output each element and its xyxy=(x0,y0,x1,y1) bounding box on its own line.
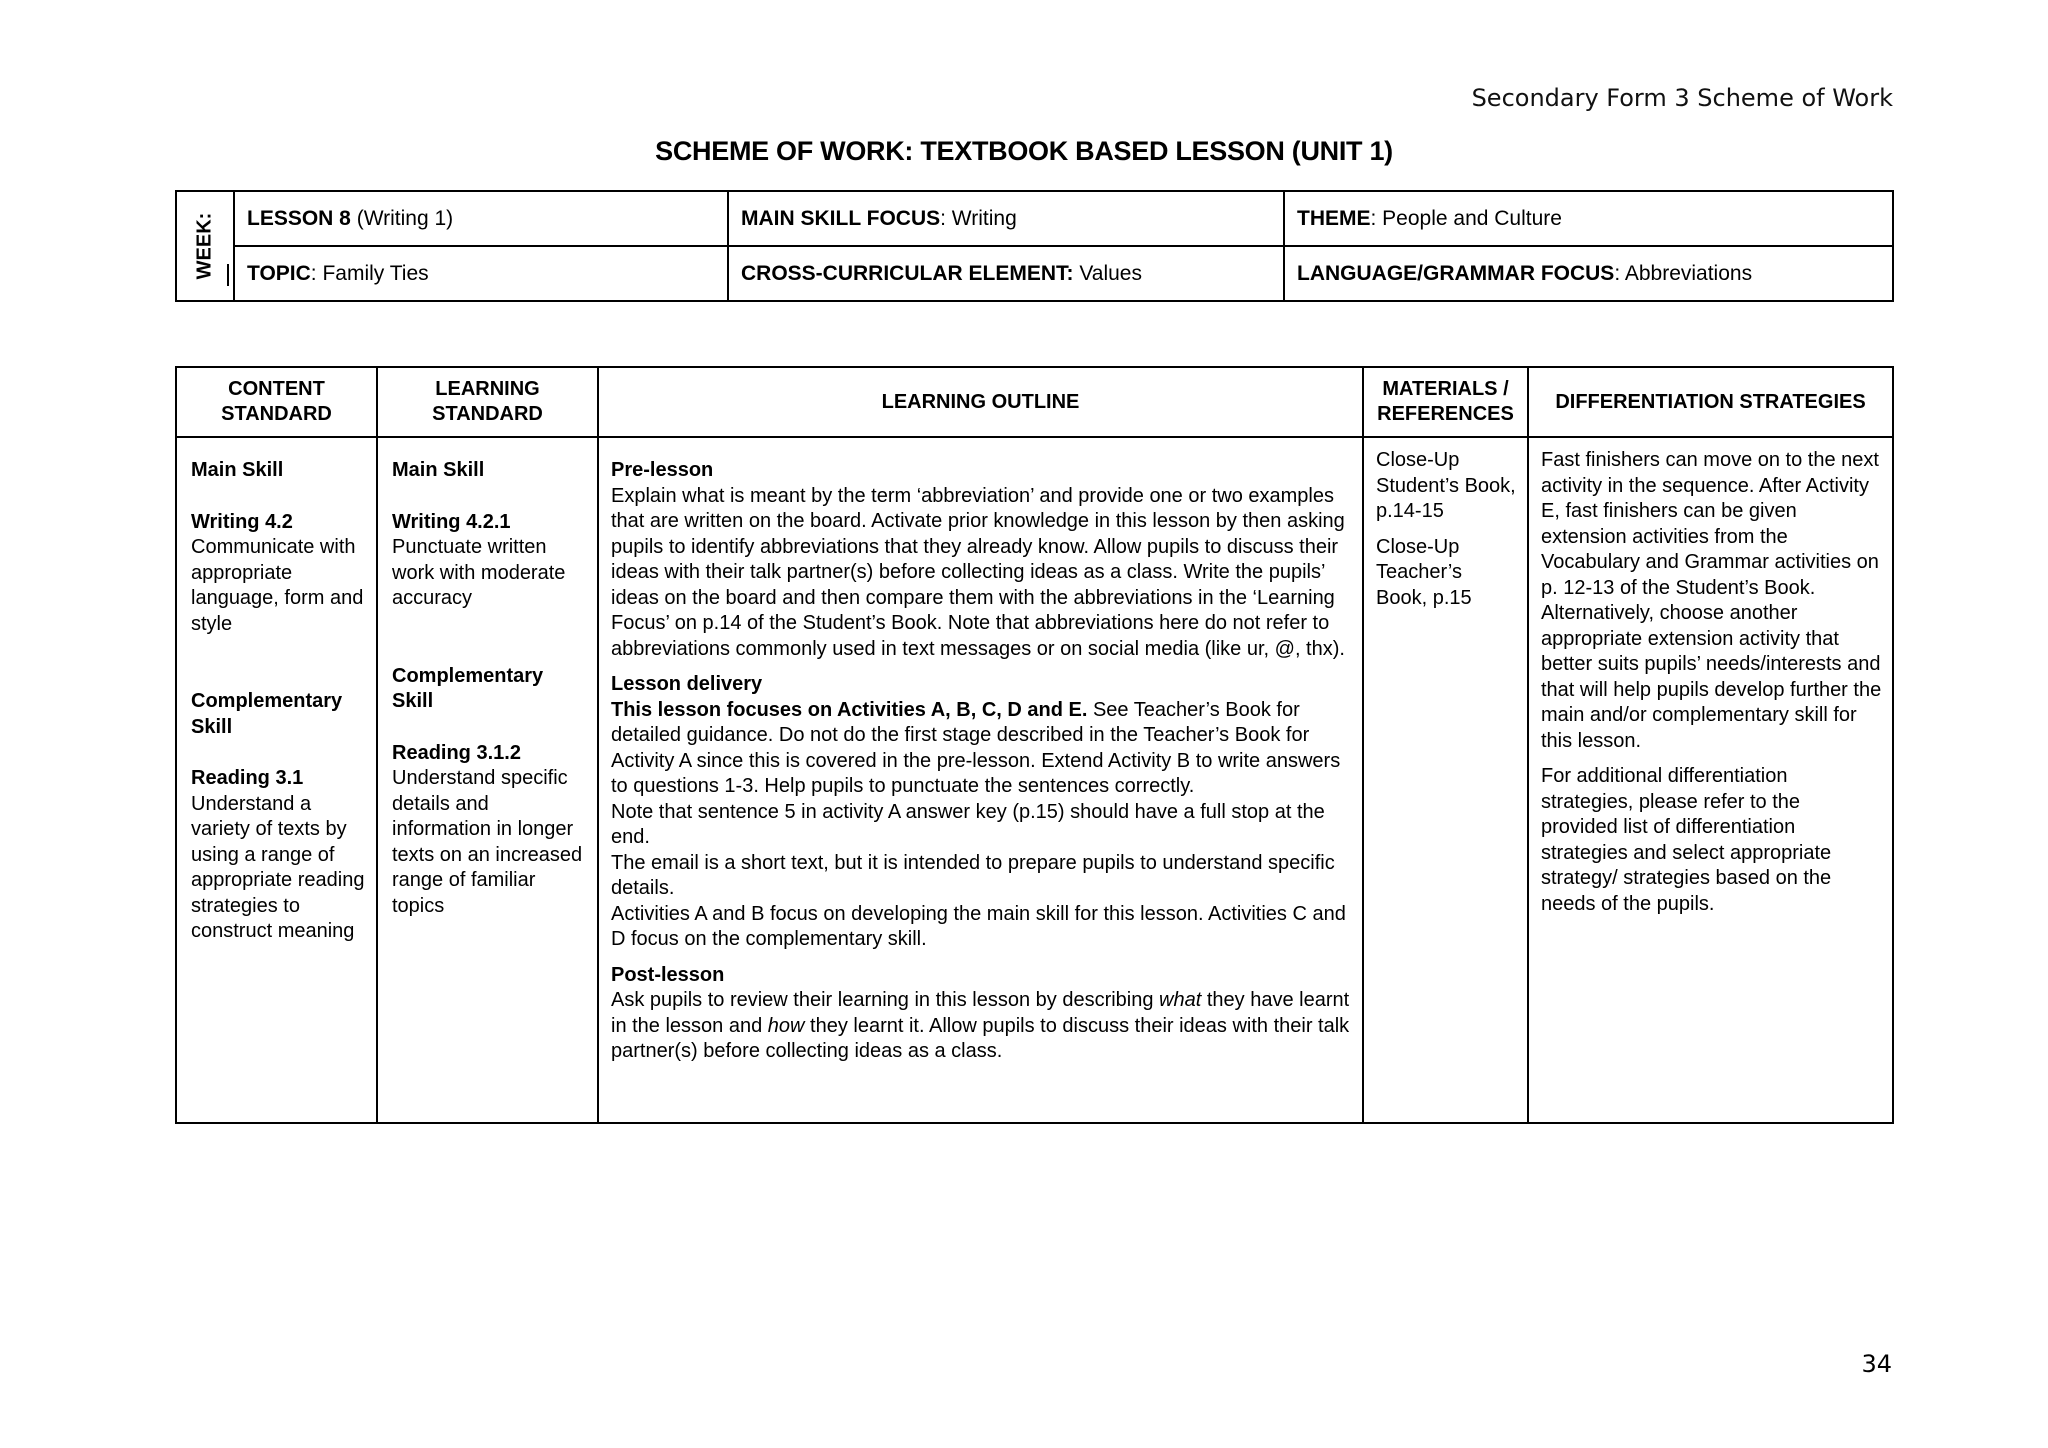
pre-lesson-text: Explain what is meant by the term ‘abbreviation’ and provide one or two examples that are written on the board. Activate prior knowledge in this lesson by then asking pupils to identify abbreviations that they already know. Allow pupils to discuss their ideas with their talk partner(s) before collecting ideas as a class. Write the pupils’ ideas on the board and then compare them with the abbreviations in the ‘Learning Focus’ on p.14 of the Student’s Book. Note that abbreviations here do not refer to abbreviations commonly used in text messages or on social media (like ur, @, thx). xyxy=(611,484,1345,660)
theme-label: THEME xyxy=(1297,206,1371,230)
learning-standard-cell xyxy=(377,437,598,1123)
header-learning-standard: LEARNING STANDARD xyxy=(377,367,598,437)
lesson-cell xyxy=(234,191,728,246)
topic-cell xyxy=(234,246,728,301)
content-complementary-heading: Complementary Skill xyxy=(191,690,343,738)
header-content-standard: CONTENT STANDARD xyxy=(176,367,377,437)
main-skill-value: : Writing xyxy=(940,206,1017,230)
content-main-skill-heading: Main Skill xyxy=(191,459,284,481)
cross-curricular-value: Values xyxy=(1073,261,1142,285)
differentiation-text-1: Fast finishers can move on to the next activity in the sequence. After Activity E, fast finishers can be given extension activities from the Vocabulary and Grammar activities on p. 12-13 of the Student’s Book. Alternatively, choose another appropriate extension activity that better suits pupils’ needs/interests and that will help pupils develop further the main and/or complementary skill for this lesson. xyxy=(1541,449,1882,752)
theme-cell xyxy=(1284,191,1893,246)
learning-outline-cell xyxy=(598,437,1363,1123)
header-learning-outline: LEARNING OUTLINE xyxy=(598,367,1363,437)
topic-value: : Family Ties xyxy=(310,261,429,285)
post-lesson-text-part: they learnt it. Allow pupils to discuss their ideas with their talk partner(s) before collecting ideas as a class. xyxy=(611,1014,1350,1062)
post-lesson-text xyxy=(611,988,1350,1065)
learning-reading-text: Understand specific details and information in longer texts on an increased range of familiar topics xyxy=(392,767,583,917)
grammar-focus-label: LANGUAGE/GRAMMAR FOCUS xyxy=(1297,261,1615,285)
lesson-value: (Writing 1) xyxy=(350,206,454,230)
content-writing-code: Writing 4.2 xyxy=(191,510,293,533)
learning-reading-code: Reading 3.1.2 xyxy=(392,741,521,764)
cross-curricular-label: CROSS-CURRICULAR ELEMENT: xyxy=(741,261,1074,285)
week-divider xyxy=(227,264,229,286)
content-reading-code: Reading 3.1 xyxy=(191,767,304,789)
header-materials: MATERIALS / REFERENCES xyxy=(1363,367,1528,437)
learning-main-skill-heading: Main Skill xyxy=(392,459,485,481)
content-writing-text: Communicate with appropriate language, form and style xyxy=(191,536,364,635)
lesson-delivery-note-3: Activities A and B focus on developing the main skill for this lesson. Activities C and D focus on the complementary skill. xyxy=(611,902,1346,950)
material-reference-2: Close-Up Teacher’s Book, p.15 xyxy=(1376,535,1472,609)
post-lesson-heading: Post-lesson xyxy=(611,963,725,986)
table-header-row xyxy=(176,367,1893,437)
lesson-label: LESSON 8 xyxy=(247,206,351,230)
cross-curricular-cell xyxy=(728,246,1284,301)
post-lesson-text-part: they have learnt in the lesson and xyxy=(611,989,1350,1037)
material-reference-1: Close-Up Student’s Book, p.14-15 xyxy=(1376,449,1516,522)
lesson-delivery-detail: See Teacher’s Book for detailed guidance. Do not do the first stage described in the Teacher’s Book for Activity A since this is covered in the pre-lesson. Extend Activity B to write answers to questions 1-3. Help pupils to punctuate the sentences correctly. xyxy=(611,698,1341,797)
grammar-focus-cell xyxy=(1284,246,1893,301)
learning-writing-text: Punctuate written work with moderate accuracy xyxy=(392,536,566,609)
table-row xyxy=(176,437,1893,1123)
content-standard-cell xyxy=(176,437,377,1123)
lesson-delivery-focus: This lesson focuses on Activities A, B, C, D and E. xyxy=(611,698,1088,721)
lesson-delivery-heading: Lesson delivery xyxy=(611,673,763,695)
week-cell xyxy=(176,191,234,301)
page-number: 34 xyxy=(1861,1350,1892,1378)
lesson-delivery-note-1: Note that sentence 5 in activity A answer key (p.15) should have a full stop at the end. xyxy=(611,800,1325,848)
content-reading-text: Understand a variety of texts by using a range of appropriate reading strategies to construct meaning xyxy=(191,792,365,942)
main-skill-cell xyxy=(728,191,1284,246)
week-label: WEEK: xyxy=(193,212,216,280)
header-differentiation: DIFFERENTIATION STRATEGIES xyxy=(1528,367,1893,437)
post-lesson-text-part: Ask pupils to review their learning in this lesson by describing xyxy=(611,989,1160,1011)
lesson-delivery-text xyxy=(611,698,1350,800)
pre-lesson-heading: Pre-lesson xyxy=(611,459,714,481)
learning-writing-code: Writing 4.2.1 xyxy=(392,510,511,533)
main-skill-label: MAIN SKILL FOCUS xyxy=(741,206,941,230)
theme-value: : People and Culture xyxy=(1370,206,1562,230)
lesson-delivery-note-2: The email is a short text, but it is intended to prepare pupils to understand specific details. xyxy=(611,851,1335,899)
lesson-info-table xyxy=(175,190,1894,302)
post-lesson-how: how xyxy=(767,1014,805,1037)
lesson-plan-table xyxy=(175,366,1894,1124)
differentiation-cell xyxy=(1528,437,1893,1123)
topic-label: TOPIC xyxy=(247,261,311,285)
differentiation-text-2: For additional differentiation strategies, please refer to the provided list of differentiation strategies and select appropriate strategy/ strategies based on the needs of the pupils. xyxy=(1541,765,1832,915)
document-title: SCHEME OF WORK: TEXTBOOK BASED LESSON (UNIT 1) xyxy=(655,136,1393,166)
post-lesson-what: what xyxy=(1159,989,1202,1011)
learning-complementary-heading: Complementary Skill xyxy=(392,664,544,712)
grammar-focus-value: : Abbreviations xyxy=(1614,261,1753,285)
running-head: Secondary Form 3 Scheme of Work xyxy=(1471,84,1893,112)
materials-cell xyxy=(1363,437,1528,1123)
